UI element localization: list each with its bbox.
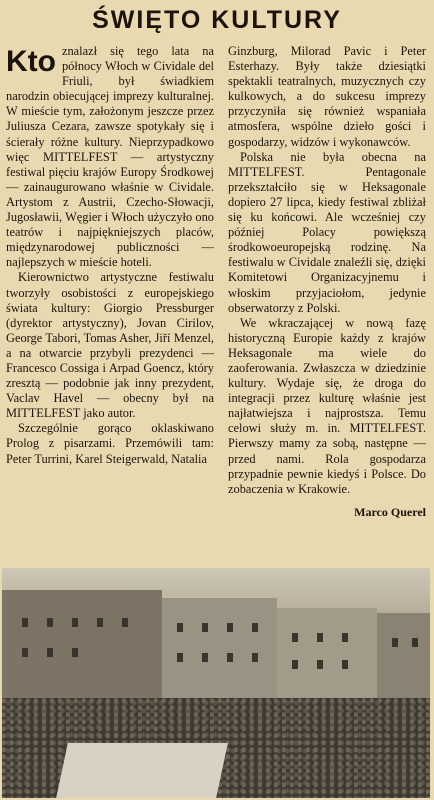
- article-title: ŚWIĘTO KULTURY: [92, 6, 342, 34]
- author-signature: Marco Querel: [354, 504, 426, 519]
- article-paragraph: Ginzburg, Milorad Pavic i Peter Esterhazy. Były także dziesiątki spektakli teatralnych, muzycznych czy kulkowych, a do sukcesu imprezy przyczyniła się również wspaniała atmosfera, wspólne dzieło gości i gospodarzy, widzów i wykonawców.: [228, 44, 426, 149]
- drop-cap: Kto: [6, 45, 56, 78]
- article-paragraph: Szczególnie gorąco oklaskiwano Prolog z pisarzami. Przemówili tam: Peter Turrini, Karel Steigerwald, Natalia: [6, 421, 214, 466]
- article-paragraph: Kierownictwo artystyczne festiwalu tworzyły osobistości z europejskiego świata kultury: Giorgio Pressburger (dyrektor artystyczny), Jovan Cirilov, George Tabori, Tomas Asher, Jiří Menzel, a na otwarcie przybyli prezydenci — Francesco Cossiga i Arpad Goencz, który zresztą — podobnie jak inny prezydent, Vaclav Havel — obecny był na MITTELFEST jako autor.: [6, 270, 214, 421]
- article-paragraph: Kto znalazł się tego lata na północy Włoch w Cividale del Friuli, był świadkiem narodzin obiecującej imprezy kulturalnej. W mieście tym, założonym jeszcze przez Juliusza Cezara, zawsze spotykały się i ścierały różne kultury. Nieprzypadkowo więc MITTELFEST — artystyczny festiwal pięciu krajów Europy Środkowej — zainaugurowano właśnie w Cividale. Artystom z Austrii, Czecho-Słowacji, Jugosławii, Węgier i Włoch użyczyło ono teatrów i najpiękniejszych placów, międzynarodowej publiczności — najlepszych w mieście hoteli.: [6, 44, 214, 270]
- article-paragraph: Polska nie była obecna na MITTELFEST. Pentagonale przekształciło się w Heksagonale dopiero 27 lipca, kiedy festiwal zbliżał się ku końcowi. Ale wcześniej czy później Polacy powiększą środkowoeuropejską rodzinę. Na festiwalu w Cividale znaleźli się, dzięki Komitetowi Organizacyjnemu i włoskim przyjaciołom, jedynie obserwatorzy z Polski.: [228, 149, 426, 315]
- festival-square-photo: [2, 568, 430, 798]
- article-column-right: [228, 44, 426, 520]
- article-column-left: [6, 44, 214, 467]
- article-paragraph: We wkraczającej w nową fazę historyczną Europie każdy z krajów Heksagonale ma wiele do zaoferowania. Zwłaszcza w dziedzinie kultury. Wydaje się, że droga do integracji przez kulturę właśnie jest najłatwiejsza i najprostsza. Temu celowi służy m. in. MITTELFEST. Pierwszy mamy za sobą, następne — przed nami. Rola gospodarza przypadnie pewnie kiedyś i Polsce. Do zobaczenia w Krakowie.: [228, 315, 426, 496]
